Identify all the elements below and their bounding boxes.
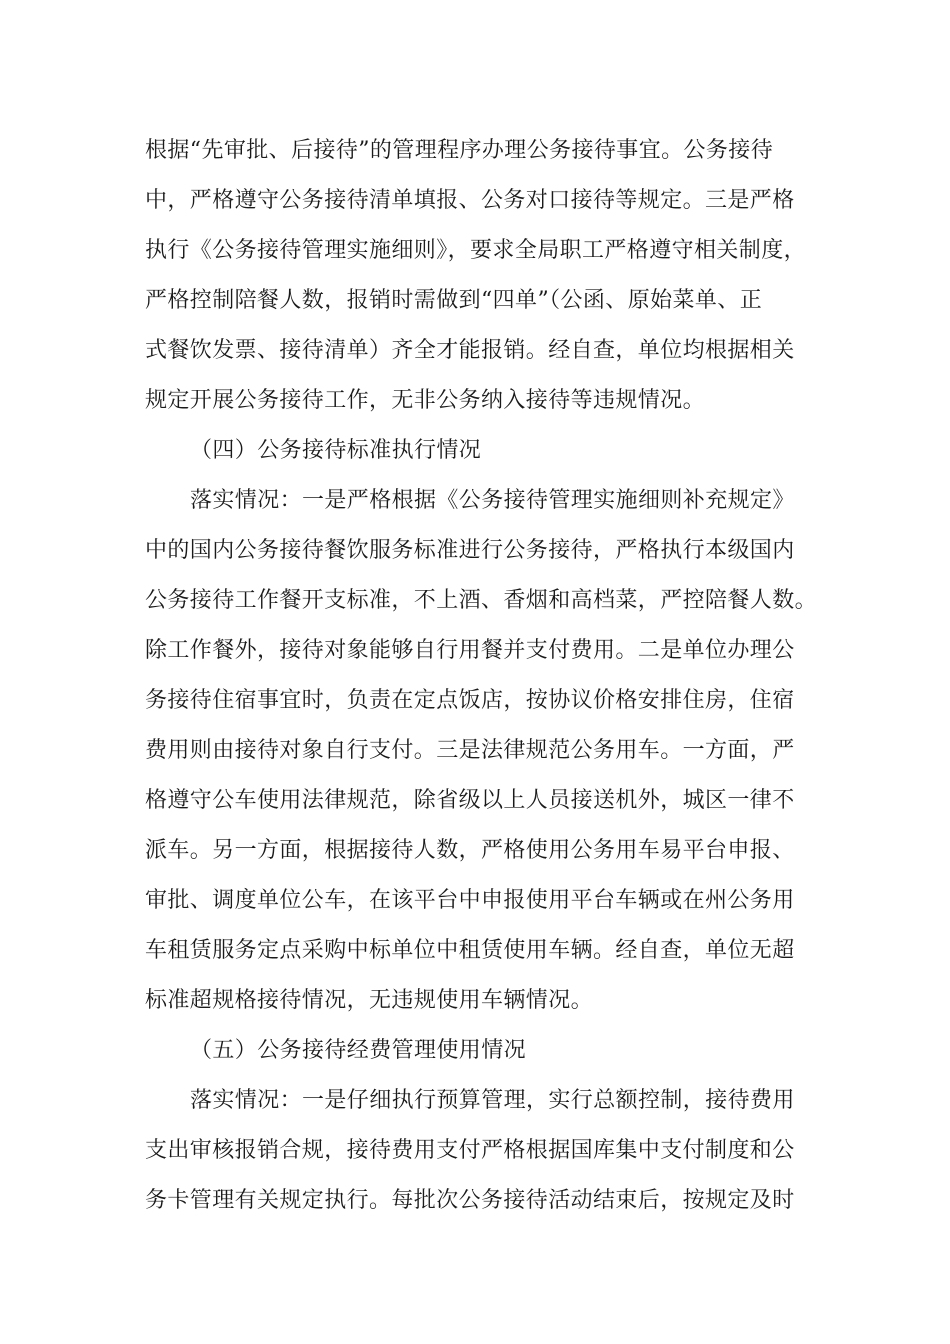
paragraph-line: 审批、调度单位公车，在该平台中申报使用平台车辆或在州公务用	[145, 888, 795, 913]
paragraph-line: 落实情况：一是仔细执行预算管理，实行总额控制，接待费用	[190, 1088, 795, 1113]
paragraph-line: 标准超规格接待情况，无违规使用车辆情况。	[145, 988, 594, 1013]
paragraph-line: 格遵守公车使用法律规范，除省级以上人员接送机外，城区一律不	[145, 788, 795, 813]
paragraph-line: 严格控制陪餐人数，报销时需做到“四单”（公函、原始菜单、正	[145, 288, 763, 313]
paragraph-line: 式餐饮发票、接待清单）齐全才能报销。经自查，单位均根据相关	[145, 338, 795, 363]
paragraph-line: 务卡管理有关规定执行。每批次公务接待活动结束后，按规定及时	[145, 1188, 795, 1213]
section-heading-5: （五）公务接待经费管理使用情况	[190, 1038, 527, 1063]
paragraph-line: 中的国内公务接待餐饮服务标准进行公务接待，严格执行本级国内	[145, 538, 795, 563]
paragraph-line: 执行《公务接待管理实施细则》，要求全局职工严格遵守相关制度，	[145, 238, 807, 263]
paragraph-line: 公务接待工作餐开支标准，不上酒、香烟和高档菜，严控陪餐人数。	[145, 588, 818, 613]
paragraph-line: 务接待住宿事宜时，负责在定点饭店，按协议价格安排住房，住宿	[145, 688, 795, 713]
paragraph-line: 派车。另一方面，根据接待人数，严格使用公务用车易平台申报、	[145, 838, 795, 863]
paragraph-line: 中，严格遵守公务接待清单填报、公务对口接待等规定。三是严格	[145, 188, 795, 213]
paragraph-line: 除工作餐外，接待对象能够自行用餐并支付费用。二是单位办理公	[145, 638, 795, 663]
paragraph-line: 支出审核报销合规，接待费用支付严格根据国库集中支付制度和公	[145, 1138, 795, 1163]
paragraph-line: 落实情况：一是严格根据《公务接待管理实施细则补充规定》	[190, 488, 795, 513]
paragraph-line: 规定开展公务接待工作，无非公务纳入接待等违规情况。	[145, 388, 706, 413]
paragraph-line: 根据“先审批、后接待”的管理程序办理公务接待事宜。公务接待	[145, 138, 774, 163]
paragraph-line: 车租赁服务定点采购中标单位中租赁使用车辆。经自查，单位无超	[145, 938, 795, 963]
paragraph-line: 费用则由接待对象自行支付。三是法律规范公务用车。一方面，严	[145, 738, 795, 763]
section-heading-4: （四）公务接待标准执行情况	[190, 438, 482, 463]
